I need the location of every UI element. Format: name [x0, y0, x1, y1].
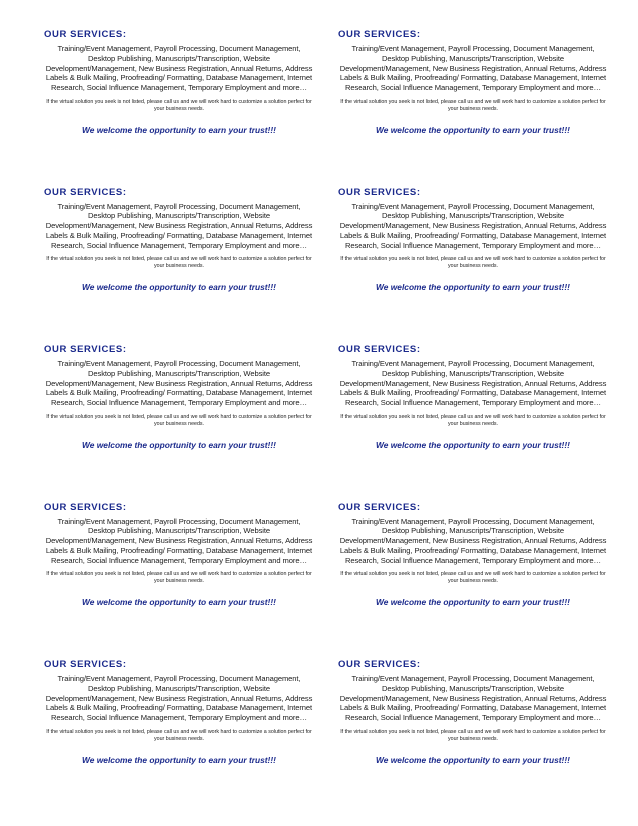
service-card — [338, 187, 608, 345]
services-list: Training/Event Management, Payroll Processing, Document Management, Desktop Publishing, Manuscripts/Transcription, Website Development/Management, New Business Registration, Annual Returns, Address Labels & Bulk Mailing, Proofreading/ Formatting, Database Management, Internet Research, Social Influence Management, Temporary Employment and more… — [339, 44, 607, 93]
service-card — [338, 344, 608, 502]
welcome-tagline: We welcome the opportunity to earn your trust!!! — [82, 439, 276, 450]
card-heading: OUR SERVICES: — [338, 29, 421, 40]
service-card — [338, 29, 608, 187]
custom-solution-note: If the virtual solution you seek is not listed, please call us and we will work hard to customize a solution perfect for your business needs. — [340, 98, 606, 112]
card-heading: OUR SERVICES: — [338, 659, 421, 670]
custom-solution-note: If the virtual solution you seek is not listed, please call us and we will work hard to customize a solution perfect for your business needs. — [46, 256, 312, 270]
services-list: Training/Event Management, Payroll Processing, Document Management, Desktop Publishing, Manuscripts/Transcription, Website Development/Management, New Business Registration, Annual Returns, Address Labels & Bulk Mailing, Proofreading/ Formatting, Database Management, Internet Research, Social Influence Management, Temporary Employment and more… — [339, 674, 607, 723]
card-heading: OUR SERVICES: — [44, 344, 127, 355]
card-heading: OUR SERVICES: — [44, 501, 127, 513]
business-card-sheet — [44, 29, 607, 817]
card-heading: OUR SERVICES: — [44, 186, 127, 198]
welcome-tagline: We welcome the opportunity to earn your trust!!! — [376, 439, 570, 450]
services-list: Training/Event Management, Payroll Processing, Document Management, Desktop Publishing, Manuscripts/Transcription, Website Development/Management, New Business Registration, Annual Returns, Address Labels & Bulk Mailing, Proofreading/ Formatting, Database Management, Internet Research, Social Influence Management, Temporary Employment and more… — [45, 44, 313, 93]
card-heading: OUR SERVICES: — [44, 29, 127, 40]
service-card — [44, 187, 314, 345]
service-card — [338, 659, 608, 817]
service-card — [44, 29, 314, 187]
card-heading: OUR SERVICES: — [338, 501, 421, 513]
welcome-tagline: We welcome the opportunity to earn your trust!!! — [82, 597, 276, 608]
custom-solution-note: If the virtual solution you seek is not listed, please call us and we will work hard to customize a solution perfect for your business needs. — [46, 571, 312, 585]
service-card — [44, 659, 314, 817]
welcome-tagline: We welcome the opportunity to earn your trust!!! — [376, 282, 570, 293]
welcome-tagline: We welcome the opportunity to earn your trust!!! — [376, 597, 570, 608]
custom-solution-note: If the virtual solution you seek is not listed, please call us and we will work hard to customize a solution perfect for your business needs. — [46, 98, 312, 112]
card-heading: OUR SERVICES: — [338, 186, 421, 198]
services-list: Training/Event Management, Payroll Processing, Document Management, Desktop Publishing, Manuscripts/Transcription, Website Development/Management, New Business Registration, Annual Returns, Address Labels & Bulk Mailing, Proofreading/ Formatting, Database Management, Internet Research, Social Influence Management, Temporary Employment and more… — [339, 359, 607, 408]
custom-solution-note: If the virtual solution you seek is not listed, please call us and we will work hard to customize a solution perfect for your business needs. — [340, 413, 606, 427]
welcome-tagline: We welcome the opportunity to earn your trust!!! — [376, 124, 570, 135]
service-card — [338, 502, 608, 660]
custom-solution-note: If the virtual solution you seek is not listed, please call us and we will work hard to customize a solution perfect for your business needs. — [340, 571, 606, 585]
services-list: Training/Event Management, Payroll Processing, Document Management, Desktop Publishing, Manuscripts/Transcription, Website Development/Management, New Business Registration, Annual Returns, Address Labels & Bulk Mailing, Proofreading/ Formatting, Database Management, Internet Research, Social Influence Management, Temporary Employment and more… — [339, 516, 607, 565]
custom-solution-note: If the virtual solution you seek is not listed, please call us and we will work hard to customize a solution perfect for your business needs. — [340, 728, 606, 742]
services-list: Training/Event Management, Payroll Processing, Document Management, Desktop Publishing, Manuscripts/Transcription, Website Development/Management, New Business Registration, Annual Returns, Address Labels & Bulk Mailing, Proofreading/ Formatting, Database Management, Internet Research, Social Influence Management, Temporary Employment and more… — [45, 674, 313, 723]
custom-solution-note: If the virtual solution you seek is not listed, please call us and we will work hard to customize a solution perfect for your business needs. — [46, 413, 312, 427]
welcome-tagline: We welcome the opportunity to earn your trust!!! — [82, 282, 276, 293]
services-list: Training/Event Management, Payroll Processing, Document Management, Desktop Publishing, Manuscripts/Transcription, Website Development/Management, New Business Registration, Annual Returns, Address Labels & Bulk Mailing, Proofreading/ Formatting, Database Management, Internet Research, Social Influence Management, Temporary Employment and more… — [339, 201, 607, 250]
card-heading: OUR SERVICES: — [338, 344, 421, 355]
services-list: Training/Event Management, Payroll Processing, Document Management, Desktop Publishing, Manuscripts/Transcription, Website Development/Management, New Business Registration, Annual Returns, Address Labels & Bulk Mailing, Proofreading/ Formatting, Database Management, Internet Research, Social Influence Management, Temporary Employment and more… — [45, 516, 313, 565]
services-list: Training/Event Management, Payroll Processing, Document Management, Desktop Publishing, Manuscripts/Transcription, Website Development/Management, New Business Registration, Annual Returns, Address Labels & Bulk Mailing, Proofreading/ Formatting, Database Management, Internet Research, Social Influence Management, Temporary Employment and more… — [45, 201, 313, 250]
welcome-tagline: We welcome the opportunity to earn your trust!!! — [82, 124, 276, 135]
service-card — [44, 344, 314, 502]
custom-solution-note: If the virtual solution you seek is not listed, please call us and we will work hard to customize a solution perfect for your business needs. — [46, 728, 312, 742]
custom-solution-note: If the virtual solution you seek is not listed, please call us and we will work hard to customize a solution perfect for your business needs. — [340, 256, 606, 270]
welcome-tagline: We welcome the opportunity to earn your trust!!! — [82, 754, 276, 765]
services-list: Training/Event Management, Payroll Processing, Document Management, Desktop Publishing, Manuscripts/Transcription, Website Development/Management, New Business Registration, Annual Returns, Address Labels & Bulk Mailing, Proofreading/ Formatting, Database Management, Internet Research, Social Influence Management, Temporary Employment and more… — [45, 359, 313, 408]
service-card — [44, 502, 314, 660]
card-heading: OUR SERVICES: — [44, 659, 127, 670]
welcome-tagline: We welcome the opportunity to earn your trust!!! — [376, 754, 570, 765]
